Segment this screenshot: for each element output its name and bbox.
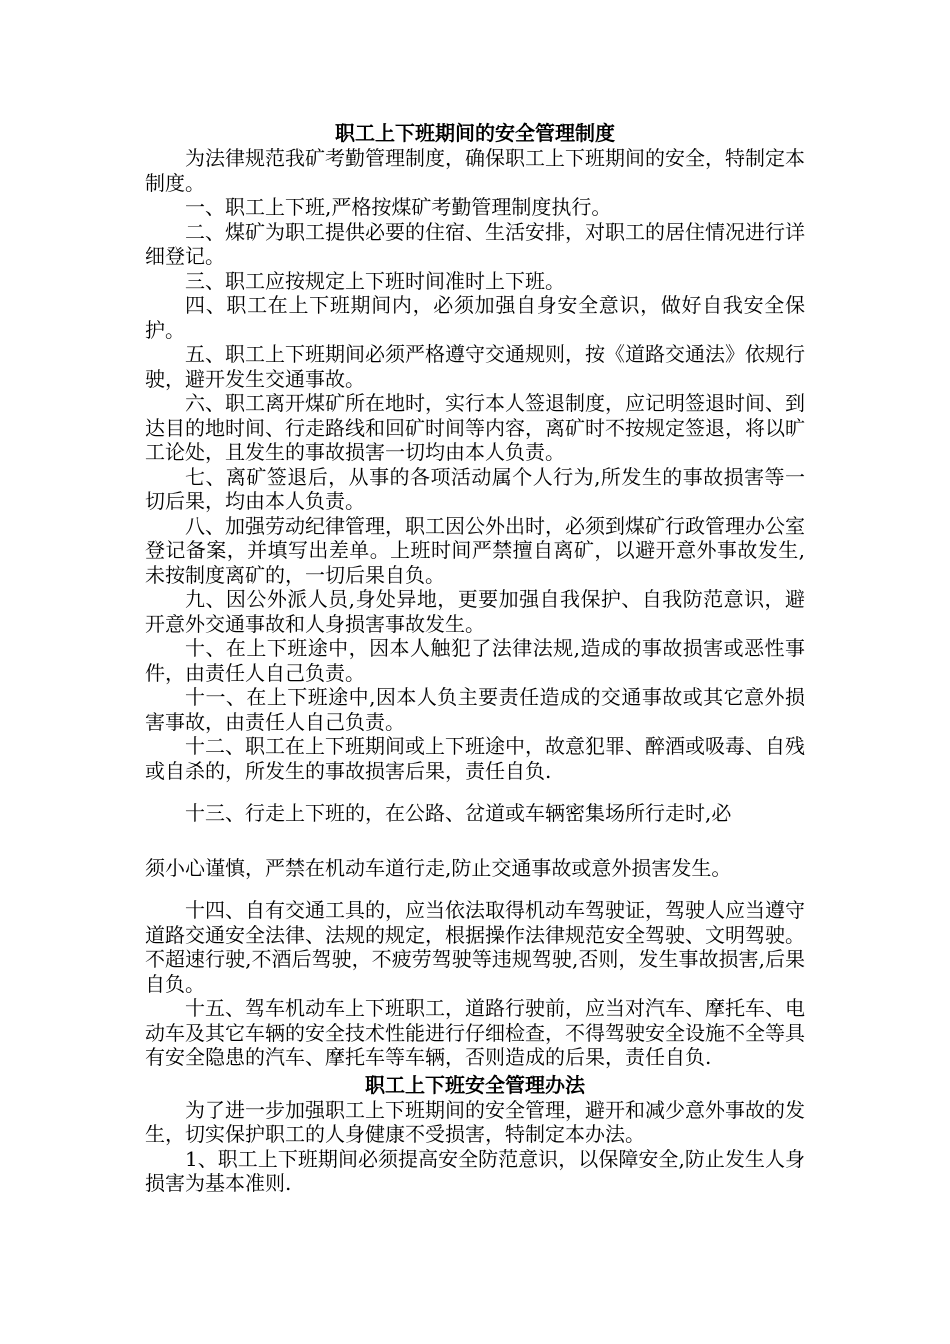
rule-9: 九、因公外派人员,身处异地，更要加强自我保护、自我防范意识，避开意外交通事故和人身损害事故发生。 [145, 587, 805, 636]
rule-15: 十五、驾车机动车上下班职工，道路行驶前，应当对汽车、摩托车、电动车及其它车辆的安全技术性能进行仔细检查，不得驾驶安全设施不全等具有安全隐患的汽车、摩托车等车辆，否则造成的后果，责任自负. [145, 996, 805, 1069]
document-title: 职工上下班期间的安全管理制度 [335, 121, 615, 145]
rule-14: 十四、自有交通工具的，应当依法取得机动车驾驶证，驾驶人应当遵守道路交通安全法律、法规的规定，根据操作法律规范安全驾驶、文明驾驶。不超速行驶,不酒后驾驶，不疲劳驾驶等违规驾驶,否则，发生事故损害,后果自负。 [145, 898, 805, 996]
rule-8: 八、加强劳动纪律管理，职工因公外出时，必须到煤矿行政管理办公室登记备案，并填写出差单。上班时间严禁擅自离矿，以避开意外事故发生,未按制度离矿的，一切后果自负。 [145, 513, 805, 587]
rule-12: 十二、职工在上下班期间或上下班途中，故意犯罪、醉酒或吸毒、自残或自杀的，所发生的事故损害后果，责任自负. [145, 734, 805, 783]
rule-1: 一、职工上下班,严格按煤矿考勤管理制度执行。 [185, 195, 612, 219]
section-2-intro: 为了进一步加强职工上下班期间的安全管理，避开和减少意外事故的发生，切实保护职工的人身健康不受损害，特制定本办法。 [145, 1097, 805, 1146]
rule-10: 十、在上下班途中，因本人触犯了法律法规,造成的事故损害或恶性事件，由责任人自己负责。 [145, 636, 805, 685]
rule-13-tail: 须小心谨慎，严禁在机动车道行走,防止交通事故或意外损害发生。 [145, 855, 732, 880]
section-2-rule-1: 1、职工上下班期间必须提高安全防范意识，以保障安全,防止发生人身损害为基本准则. [145, 1146, 805, 1195]
rule-5: 五、职工上下班期间必须严格遵守交通规则，按《道路交通法》依规行驶，避开发生交通事故。 [145, 342, 805, 391]
rule-2: 二、煤矿为职工提供必要的住宿、生活安排，对职工的居住情况进行详细登记。 [145, 219, 805, 268]
rule-13-head: 十三、行走上下班的，在公路、岔道或车辆密集场所行走时,必 [185, 801, 732, 825]
rule-11: 十一、在上下班途中,因本人负主要责任造成的交通事故或其它意外损害事故，由责任人自己负责。 [145, 685, 805, 734]
rule-4: 四、职工在上下班期间内，必须加强自身安全意识，做好自我安全保护。 [145, 293, 805, 342]
rule-6: 六、职工离开煤矿所在地时，实行本人签退制度，应记明签退时间、到达目的地时间、行走路线和回矿时间等内容，离矿时不按规定签退，将以旷工论处，且发生的事故损害一切均由本人负责。 [145, 391, 805, 464]
intro-paragraph: 为法律规范我矿考勤管理制度，确保职工上下班期间的安全，特制定本制度。 [145, 146, 805, 195]
rule-3: 三、职工应按规定上下班时间准时上下班。 [185, 268, 565, 293]
section-2-title: 职工上下班安全管理办法 [365, 1072, 585, 1097]
rule-7: 七、离矿签退后，从事的各项活动属个人行为,所发生的事故损害等一切后果，均由本人负责。 [145, 464, 805, 513]
document-page [145, 120, 805, 1196]
